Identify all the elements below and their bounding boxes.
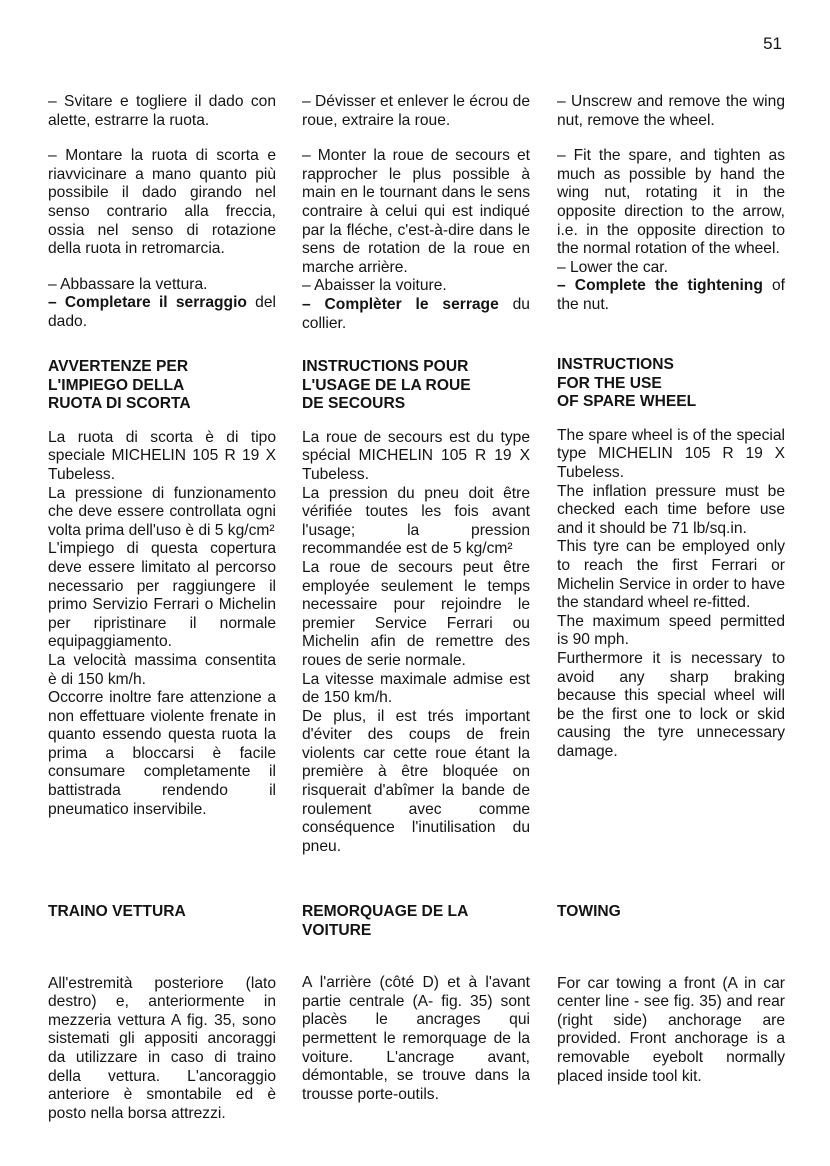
paragraph: De plus, il est trés important d'éviter des coups de frein violents car cette roue étant la première à être bloquée on risquerait d'abîmer la bande de roulement avec comme conséquence l'inutilisation du pneu.: [302, 707, 530, 855]
french-column: [302, 93, 530, 333]
step-remove-wheel: – Svitare e togliere il dado con alette, estrarre la ruota.: [48, 93, 276, 129]
towing-body: All'estremità posteriore (lato destro) e, anteriormente in mezzeria vettura A fig. 35, sono sistemati gli appositi ancoraggi da utilizzare in caso di traino della vettura. L'ancoraggio anteriore è smontabile ed è posto nella borsa attrezzi.: [48, 974, 276, 1122]
towing-body: A l'arrière (côté D) et à l'avant partie centrale (A- fig. 35) sont placès le ancrages qui permettent le remorquage de la voiture. L'ancrage avant, démontable, se trouve dans la trousse porte-outils.: [302, 974, 530, 1103]
english-towing-section: [557, 903, 785, 1086]
spare-body: [302, 429, 530, 857]
spare-body: [48, 429, 276, 819]
section-heading: OF SPARE WHEEL: [557, 393, 697, 411]
paragraph: La pressione di funzionamento che deve essere controllata ogni volta prima dell'uso è di 5 kg/cm²: [48, 484, 276, 539]
step-remove-wheel: – Dévisser et enlever le écrou de roue, extraire la roue.: [302, 93, 530, 129]
complete-rest: du collier.: [302, 295, 530, 332]
complete-rest: del dado.: [48, 294, 276, 330]
paragraph: The spare wheel is of the special type MICHELIN 105 R 19 X Tubeless.: [557, 426, 785, 481]
towing-body: For car towing a front (A in car center line - see fig. 35) and rear (right side) anchorage are provided. Front anchorage is a removable eyebolt normally placed inside tool kit.: [557, 974, 785, 1085]
italian-spare-section: [48, 358, 276, 819]
section-heading: INSTRUCTIONS: [557, 356, 674, 373]
complete-bold: – Complèter le serrage: [302, 295, 499, 313]
step-complete-tightening: [48, 294, 276, 331]
paragraph: La velocità massima consentita è di 150 km/h.: [48, 651, 276, 688]
step-fit-spare: – Montare la ruota di scorta e riavvicinare a mano quanto più possibile il dado girando nel senso contrario alla freccia, ossia nel senso di rotazione della ruota in retromarcia.: [48, 147, 276, 258]
section-heading: INSTRUCTIONS POUR: [302, 358, 469, 375]
english-column: [557, 93, 785, 315]
paragraph: This tyre can be employed only to reach the first Ferrari or Michelin Service in order to have the standard wheel re-fitted.: [557, 538, 785, 612]
section-heading: L'USAGE DE LA ROUE: [302, 376, 471, 394]
section-heading: REMORQUAGE DE LA: [302, 903, 469, 920]
section-heading: RUOTA DI SCORTA: [48, 395, 191, 413]
french-spare-section: [302, 358, 530, 856]
spare-body: [557, 427, 785, 762]
paragraph: La pression du pneu doit être vérifiée toutes les fois avant l'usage; la pression recommandée est de 5 kg/cm²: [302, 484, 530, 558]
step-complete-tightening: [302, 296, 530, 333]
step-remove-wheel: – Unscrew and remove the wing nut, remove the wheel.: [557, 93, 785, 129]
paragraph: La vitesse maximale admise est de 150 km/h.: [302, 670, 530, 707]
paragraph: La roue de secours peut être employée seulement le temps necessaire pour rejoindre le premier Service Ferrari ou Michelin afin de remettre des roues de serie normale.: [302, 558, 530, 669]
section-heading: TOWING: [557, 903, 621, 920]
section-heading: FOR THE USE: [557, 374, 662, 392]
italian-column: [48, 93, 276, 332]
italian-towing-section: [48, 903, 276, 1123]
step-fit-spare: – Monter la roue de secours et rapprocher le plus possible à main en le tournant dans le sens contraire à celui qui est indiqué par la fléche, c'est-à-dire dans le sens de rotation de la roue en marche arrière.: [302, 147, 530, 276]
step-complete-tightening: [557, 277, 785, 314]
step-lower-car: – Lower the car.: [557, 258, 668, 276]
french-towing-section: [302, 903, 530, 1104]
paragraph: La ruota di scorta è di tipo speciale MICHELIN 105 R 19 X Tubeless.: [48, 428, 276, 483]
section-heading: DE SECOURS: [302, 395, 406, 413]
paragraph: The maximum speed permitted is 90 mph.: [557, 612, 785, 649]
complete-bold: – Completare il serraggio: [48, 294, 247, 312]
complete-bold: – Complete the tightening: [557, 277, 763, 295]
paragraph: La roue de secours est du type spécial MICHELIN 105 R 19 X Tubeless.: [302, 428, 530, 483]
step-lower-car: – Abbassare la vettura.: [48, 275, 208, 293]
section-heading: VOITURE: [302, 921, 372, 939]
paragraph: Occorre inoltre fare attenzione a non effettuare violente frenate in quanto essendo questa ruota la prima a bloccarsi è facile consumare completamente il battistrada rendendo il pneumatico inservibile.: [48, 689, 276, 818]
step-lower-car: – Abaisser la voiture.: [302, 277, 447, 295]
section-heading: AVVERTENZE PER: [48, 358, 189, 375]
section-heading: L'IMPIEGO DELLA: [48, 376, 185, 394]
english-spare-section: [557, 356, 785, 761]
complete-rest: of the nut.: [557, 277, 785, 313]
paragraph: Furthermore it is necessary to avoid any sharp braking because this special wheel will be the first one to lock or skid causing the tyre unnecessary damage.: [557, 649, 785, 760]
section-heading: TRAINO VETTURA: [48, 903, 186, 920]
paragraph: The inflation pressure must be checked each time before use and it should be 71 lb/sq.in.: [557, 482, 785, 537]
step-fit-spare: – Fit the spare, and tighten as much as possible by hand the wing nut, rotating it in the opposite direction to the arrow, i.e. in the opposite direction to the normal rotation of the wheel.: [557, 147, 785, 258]
page-number: 51: [763, 34, 782, 53]
paragraph: L'impiego di questa copertura deve essere limitato al percorso necessario per raggiungere il primo Servizio Ferrari o Michelin per ripristinare il normale equipaggiamento.: [48, 540, 276, 651]
